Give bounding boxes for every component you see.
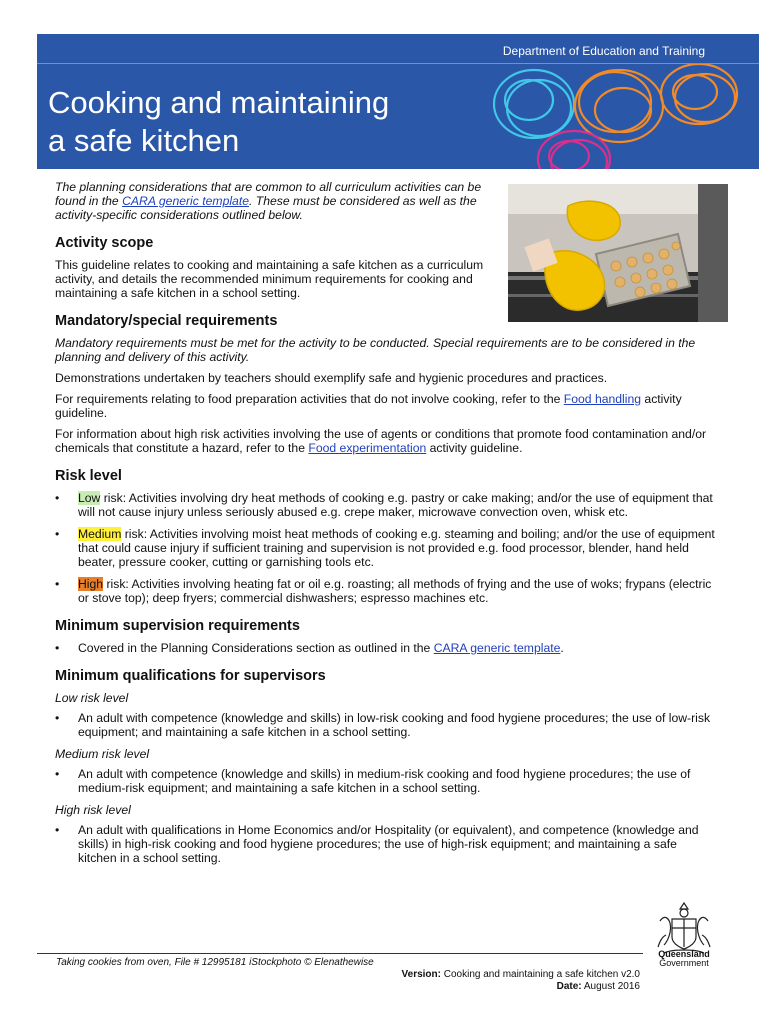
mandatory-p2-text: For requirements relating to food preparation activities that do not involve cooking, refer to the <box>55 392 564 406</box>
page-title <box>48 84 468 160</box>
high-risk-label: High <box>78 577 104 591</box>
list-item-supervision <box>55 641 715 655</box>
food-handling-link[interactable]: Food handling <box>563 392 642 406</box>
mandatory-paragraph-1: Demonstrations undertaken by teachers should exemplify safe and hygienic procedures and practices. <box>55 371 608 385</box>
mandatory-italic-text: Mandatory requirements must be met for the activity to be conducted. Special requirements are to be considered in the planning and delivery of this activity. <box>55 336 696 364</box>
high-risk-qualifications <box>55 823 715 865</box>
decorative-swirls <box>459 64 759 169</box>
department-name: Department of Education and Training <box>502 44 705 58</box>
activity-scope-text: This guideline relates to cooking and maintaining a safe kitchen as a curriculum activity, and details the recommended minimum requirements for cooking and maintaining a safe kitchen in a school setting. <box>55 258 484 300</box>
supervision-heading: Minimum supervision requirements <box>55 618 300 634</box>
list-item-low-risk <box>55 491 715 519</box>
photo-credit: Taking cookies from oven, File # 12995181 iStockphoto © Elenathewise <box>56 957 374 968</box>
list-item-medium-qualification: • An adult with competence (knowledge and skills) in medium-risk cooking and food hygiene procedures; the use of medium-risk equipment; and maintaining a safe kitchen in a school setting. <box>55 767 715 795</box>
document-body <box>55 180 715 873</box>
intro-text: The planning considerations that are common to all curriculum activities can be found in the <box>55 180 482 208</box>
intro-text-end: . These must be considered as well as the activity-specific considerations outlined below. <box>55 194 477 222</box>
supervision-list <box>55 641 715 655</box>
mandatory-paragraph-2 <box>55 392 715 420</box>
food-experimentation-link[interactable]: Food experimentation <box>308 441 427 455</box>
mandatory-p3-text: For information about high risk activities involving the use of agents or conditions that promote food contamination and/or chemicals that constitute a hazard, refer to the <box>55 427 707 455</box>
header-banner <box>37 34 759 169</box>
version-info <box>402 969 640 993</box>
title-line-1: Cooking and maintaining <box>48 85 390 120</box>
list-item-low-qualification: • An adult with competence (knowledge and skills) in low-risk cooking and food hygiene procedures; the use of low-risk equipment; and maintaining a safe kitchen in a school setting. <box>55 711 715 739</box>
footer-divider <box>37 953 643 954</box>
date-label: Date: <box>556 981 582 992</box>
medium-risk-label: Medium <box>78 527 122 541</box>
intro-paragraph <box>55 180 495 222</box>
medium-risk-text: risk: Activities involving moist heat methods of cooking e.g. steaming and boiling; and/or the use of equipment that could cause injury if sufficient training and supervision is not provided e.g. food processor, blender, hand held beater, pressure cooker, cutting or garnishing tools etc. <box>78 527 715 569</box>
activity-scope-heading: Activity scope <box>55 235 154 251</box>
version-value: Cooking and maintaining a safe kitchen v2.0 <box>440 969 640 980</box>
list-item-high-qualification: • An adult with qualifications in Home Economics and/or Hospitality (or equivalent), and competence (knowledge and skills) in high-risk cooking and food hygiene procedures; the use of high-risk equipment; and maintaining a safe kitchen in a school setting. <box>55 823 715 865</box>
qualifications-heading: Minimum qualifications for supervisors <box>55 668 326 684</box>
medium-risk-qualifications <box>55 767 715 795</box>
logo-line-1: Queensland <box>658 949 710 959</box>
cara-template-link[interactable]: CARA generic template <box>122 194 249 208</box>
supervision-text: Covered in the Planning Considerations section as outlined in the <box>78 641 434 655</box>
logo-line-2: Government <box>659 958 709 968</box>
mandatory-p2-end: activity guideline. <box>55 392 682 420</box>
low-risk-text: risk: Activities involving dry heat methods of cooking e.g. pastry or cake making; and/or the use of equipment that will not cause injury unless seriously abused e.g. crepe maker, microwave convection oven, whisk etc. <box>78 491 713 519</box>
date-value: August 2016 <box>581 981 640 992</box>
title-line-2: a safe kitchen <box>48 123 240 158</box>
mandatory-paragraph-3 <box>55 427 715 455</box>
list-item-medium-risk <box>55 527 715 569</box>
high-risk-subheading: High risk level <box>55 803 131 817</box>
risk-level-list <box>55 491 715 605</box>
cara-template-link-2[interactable]: CARA generic template <box>433 641 561 655</box>
government-logo-text <box>656 950 712 968</box>
high-risk-text: risk: Activities involving heating fat or oil e.g. roasting; all methods of frying and the use of woks; frypans (electric or stove top); deep fryers; commercial dishwashers; espresso machines etc. <box>78 577 712 605</box>
low-risk-label: Low <box>78 491 101 505</box>
risk-level-heading: Risk level <box>55 468 122 484</box>
version-line <box>402 969 640 981</box>
supervision-text-end: . <box>560 641 564 655</box>
mandatory-heading: Mandatory/special requirements <box>55 313 278 329</box>
medium-risk-subheading: Medium risk level <box>55 747 150 761</box>
version-label: Version: <box>401 969 441 980</box>
date-line <box>402 981 640 993</box>
low-risk-qualifications <box>55 711 715 739</box>
header-strip <box>37 34 759 64</box>
list-item-high-risk <box>55 577 715 605</box>
low-risk-subheading: Low risk level <box>55 691 129 705</box>
mandatory-p3-end: activity guideline. <box>426 441 523 455</box>
